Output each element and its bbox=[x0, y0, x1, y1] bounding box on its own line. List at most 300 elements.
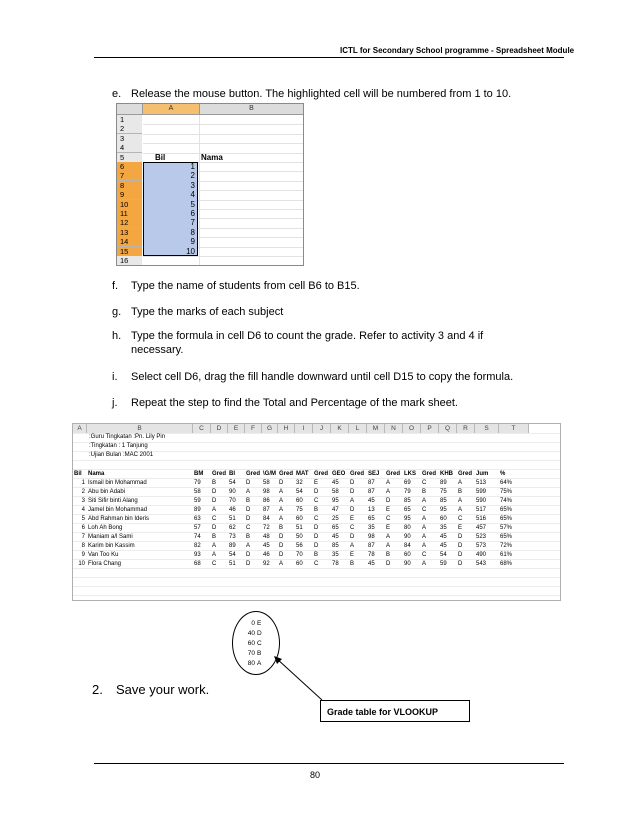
table-cell: 89 bbox=[194, 507, 201, 513]
table-cell: D bbox=[314, 543, 319, 549]
table-cell: 54 bbox=[229, 552, 236, 558]
table-cell: A bbox=[350, 498, 355, 504]
table-cell: 65 bbox=[404, 507, 411, 513]
grid-line bbox=[143, 134, 303, 135]
table-cell: B bbox=[246, 534, 251, 540]
excel-screenshot-fill-series bbox=[116, 103, 304, 266]
table-cell: 523 bbox=[476, 534, 487, 540]
grade-letter: B bbox=[257, 650, 262, 657]
table-cell: A bbox=[212, 543, 217, 549]
table-cell: 60 bbox=[404, 552, 411, 558]
table-cell: 80 bbox=[404, 525, 411, 531]
series-number: 7 bbox=[190, 218, 195, 228]
table-cell: A bbox=[458, 498, 463, 504]
column-title: GEO bbox=[332, 471, 346, 477]
column-title: \G/M bbox=[263, 471, 276, 477]
series-number: 5 bbox=[190, 199, 195, 209]
table-cell: 84 bbox=[404, 543, 411, 549]
table-cell: 70 bbox=[229, 498, 236, 504]
table-cell: 543 bbox=[476, 561, 487, 567]
table-cell: 68 bbox=[194, 561, 201, 567]
table-cell: C bbox=[314, 561, 319, 567]
table-cell: 57% bbox=[500, 525, 513, 531]
table-cell: A bbox=[246, 543, 251, 549]
table-cell: 2 bbox=[81, 489, 85, 495]
page-number: 80 bbox=[310, 770, 321, 780]
table-cell: Jamel bin Mohammad bbox=[88, 507, 148, 513]
table-cell: 62 bbox=[229, 525, 236, 531]
step-text: Release the mouse button. The highlighted cell will be numbered from 1 to 10. bbox=[131, 88, 512, 100]
table-cell: 513 bbox=[476, 480, 487, 486]
table-cell: D bbox=[246, 516, 251, 522]
grade-letter: C bbox=[257, 640, 262, 647]
table-cell: 95 bbox=[440, 507, 447, 513]
step-text: Type the formula in cell D6 to count the grade. Refer to activity 3 and 4 if necessary. bbox=[131, 330, 484, 356]
header-nama: Nama bbox=[201, 152, 223, 162]
step-marker: j. bbox=[112, 397, 118, 409]
grid-line bbox=[143, 143, 303, 144]
table-cell: 45 bbox=[263, 543, 270, 549]
table-cell: E bbox=[350, 552, 355, 558]
table-cell: D bbox=[350, 507, 355, 513]
table-cell: 45 bbox=[440, 534, 447, 540]
table-cell: C bbox=[212, 516, 217, 522]
grid-line bbox=[73, 586, 560, 587]
table-cell: 57 bbox=[194, 525, 201, 531]
table-cell: B bbox=[386, 552, 391, 558]
table-cell: A bbox=[458, 480, 463, 486]
column-title: % bbox=[500, 471, 506, 477]
table-cell: 13 bbox=[368, 507, 375, 513]
table-cell: 54 bbox=[440, 552, 447, 558]
table-cell: 61% bbox=[500, 552, 513, 558]
excel-mark-sheet bbox=[72, 423, 561, 601]
grid-line bbox=[73, 595, 560, 596]
table-cell: 75% bbox=[500, 489, 513, 495]
table-cell: 64% bbox=[500, 480, 513, 486]
table-cell: D bbox=[350, 480, 355, 486]
table-cell: 590 bbox=[476, 498, 487, 504]
grade-letter: E bbox=[257, 620, 262, 627]
table-cell: 65% bbox=[500, 507, 513, 513]
table-cell: C bbox=[212, 561, 217, 567]
column-header: I bbox=[295, 424, 313, 434]
column-title: Gred bbox=[279, 471, 294, 477]
table-cell: D bbox=[212, 525, 217, 531]
table-cell: A bbox=[422, 543, 427, 549]
table-cell: 51 bbox=[229, 561, 236, 567]
column-header: A bbox=[143, 104, 200, 115]
table-cell: 74 bbox=[194, 534, 201, 540]
table-cell: C bbox=[314, 516, 319, 522]
table-cell: 95 bbox=[332, 498, 339, 504]
table-cell: 65 bbox=[332, 525, 339, 531]
table-cell: 72 bbox=[263, 525, 270, 531]
series-number: 4 bbox=[190, 190, 195, 200]
table-cell: A bbox=[422, 498, 427, 504]
table-cell: 490 bbox=[476, 552, 487, 558]
table-cell: D bbox=[314, 525, 319, 531]
table-cell: C bbox=[422, 552, 427, 558]
table-cell: B bbox=[212, 534, 217, 540]
table-cell: 58 bbox=[332, 489, 339, 495]
table-cell: A bbox=[386, 543, 391, 549]
column-header: M bbox=[367, 424, 385, 434]
table-cell: A bbox=[386, 480, 391, 486]
step-g bbox=[112, 305, 552, 319]
table-cell: 45 bbox=[332, 534, 339, 540]
row-header: 1 bbox=[117, 115, 142, 125]
table-cell: 60 bbox=[440, 516, 447, 522]
column-title: Gred bbox=[422, 471, 437, 477]
table-cell: B bbox=[314, 552, 319, 558]
column-divider bbox=[199, 115, 200, 265]
table-cell: 5 bbox=[81, 516, 85, 522]
table-cell: 35 bbox=[368, 525, 375, 531]
step-h bbox=[112, 329, 552, 357]
table-cell: 63 bbox=[194, 516, 201, 522]
table-cell: 457 bbox=[476, 525, 487, 531]
table-cell: 78 bbox=[332, 561, 339, 567]
grade-threshold: 80 bbox=[247, 660, 255, 667]
column-title: Gred bbox=[350, 471, 365, 477]
table-cell: 3 bbox=[81, 498, 85, 504]
table-cell: Abu bin Adabi bbox=[88, 489, 126, 495]
table-cell: A bbox=[279, 516, 284, 522]
table-cell: D bbox=[350, 534, 355, 540]
table-cell: D bbox=[246, 480, 251, 486]
table-cell: 90 bbox=[229, 489, 236, 495]
table-cell: 1 bbox=[81, 480, 85, 486]
table-cell: 59 bbox=[194, 498, 201, 504]
column-header: O bbox=[403, 424, 421, 434]
table-cell: 45 bbox=[368, 561, 375, 567]
grade-threshold: 70 bbox=[247, 650, 255, 657]
table-cell: 65% bbox=[500, 516, 513, 522]
table-cell: 516 bbox=[476, 516, 487, 522]
table-cell: 95 bbox=[404, 516, 411, 522]
column-header: S bbox=[475, 424, 499, 434]
column-header: D bbox=[211, 424, 228, 434]
step-2 bbox=[92, 682, 292, 698]
table-cell: 87 bbox=[368, 480, 375, 486]
step-marker: g. bbox=[112, 306, 122, 318]
table-cell: D bbox=[314, 534, 319, 540]
header-bil: Bil bbox=[155, 152, 166, 162]
row-header: 10 bbox=[117, 200, 142, 210]
table-cell: D bbox=[212, 498, 217, 504]
column-header: J bbox=[313, 424, 331, 434]
table-cell: E bbox=[458, 525, 463, 531]
table-cell: E bbox=[314, 480, 319, 486]
row-header: 15 bbox=[117, 247, 142, 257]
table-cell: 60 bbox=[296, 516, 303, 522]
footer-rule bbox=[94, 763, 564, 764]
table-cell: 65% bbox=[500, 534, 513, 540]
table-cell: D bbox=[350, 489, 355, 495]
table-cell: 7 bbox=[81, 534, 85, 540]
table-cell: D bbox=[458, 561, 463, 567]
step-marker: 2. bbox=[92, 682, 103, 697]
column-header: K bbox=[331, 424, 349, 434]
column-header: H bbox=[278, 424, 295, 434]
table-cell: D bbox=[246, 561, 251, 567]
table-cell: 4 bbox=[81, 507, 85, 513]
grade-threshold: 60 bbox=[247, 640, 255, 647]
table-cell: 51 bbox=[229, 516, 236, 522]
column-title: Gred bbox=[212, 471, 227, 477]
table-cell: 75 bbox=[296, 507, 303, 513]
row-header: 16 bbox=[117, 256, 142, 266]
row-header: 12 bbox=[117, 218, 142, 228]
table-cell: D bbox=[279, 543, 284, 549]
column-header: C bbox=[193, 424, 211, 434]
table-cell: D bbox=[246, 507, 251, 513]
table-cell: C bbox=[314, 498, 319, 504]
column-header: Q bbox=[439, 424, 457, 434]
table-cell: Ismail bin Mohammad bbox=[88, 480, 147, 486]
table-cell: 70 bbox=[296, 552, 303, 558]
table-cell: 35 bbox=[440, 525, 447, 531]
column-header: L bbox=[349, 424, 367, 434]
table-cell: D bbox=[246, 552, 251, 558]
table-cell: 92 bbox=[263, 561, 270, 567]
column-title: KHB bbox=[440, 471, 453, 477]
grid-line bbox=[143, 124, 303, 125]
table-cell: 68% bbox=[500, 561, 513, 567]
grid-line bbox=[143, 265, 303, 266]
table-cell: E bbox=[350, 516, 355, 522]
table-cell: D bbox=[458, 543, 463, 549]
table-cell: 58 bbox=[263, 480, 270, 486]
series-number: 3 bbox=[190, 180, 195, 190]
table-cell: A bbox=[422, 561, 427, 567]
table-cell: A bbox=[422, 516, 427, 522]
table-cell: 56 bbox=[296, 543, 303, 549]
table-cell: 98 bbox=[368, 534, 375, 540]
row-header: 14 bbox=[117, 237, 142, 247]
table-cell: Maniam a/l Sami bbox=[88, 534, 133, 540]
column-title: Nama bbox=[88, 471, 105, 477]
sheet-info: :Ujian Bulan :MAC 2001 bbox=[89, 452, 154, 458]
page-header: ICTL for Secondary School programme - Spreadsheet Module bbox=[340, 46, 575, 55]
grade-threshold: 40 bbox=[247, 630, 255, 637]
table-cell: 599 bbox=[476, 489, 487, 495]
table-cell: 59 bbox=[440, 561, 447, 567]
table-cell: 90 bbox=[404, 534, 411, 540]
step-text: Select cell D6, drag the fill handle downward until cell D15 to copy the formula. bbox=[131, 371, 514, 383]
table-cell: Van Too Ku bbox=[88, 552, 119, 558]
column-title: Gred bbox=[458, 471, 473, 477]
table-cell: A bbox=[279, 561, 284, 567]
table-cell: 69 bbox=[404, 480, 411, 486]
table-cell: 89 bbox=[229, 543, 236, 549]
table-cell: 72% bbox=[500, 543, 513, 549]
column-title: Gred bbox=[386, 471, 401, 477]
row-header: 13 bbox=[117, 228, 142, 238]
column-header: F bbox=[245, 424, 262, 434]
table-cell: 82 bbox=[194, 543, 201, 549]
corner-cell bbox=[117, 104, 143, 115]
table-cell: A bbox=[386, 534, 391, 540]
series-number: 1 bbox=[190, 162, 195, 171]
table-cell: 87 bbox=[368, 543, 375, 549]
column-header: B bbox=[87, 424, 193, 434]
table-cell: D bbox=[212, 489, 217, 495]
grid-line bbox=[143, 256, 303, 257]
table-cell: A bbox=[212, 552, 217, 558]
table-cell: A bbox=[279, 489, 284, 495]
row-header: 7 bbox=[117, 171, 142, 181]
table-cell: Abd Rahman bin Ideris bbox=[88, 516, 150, 522]
table-cell: 6 bbox=[81, 525, 85, 531]
table-cell: 65 bbox=[368, 516, 375, 522]
table-cell: 87 bbox=[263, 507, 270, 513]
row-header: 2 bbox=[117, 124, 142, 134]
table-cell: 45 bbox=[440, 543, 447, 549]
column-title: Jum bbox=[476, 471, 489, 477]
table-cell: 75 bbox=[440, 489, 447, 495]
step-text: Type the marks of each subject bbox=[131, 306, 284, 318]
step-marker: i. bbox=[112, 371, 118, 383]
column-title: BI bbox=[229, 471, 235, 477]
row-header: 11 bbox=[117, 209, 142, 219]
column-title: LKS bbox=[404, 471, 416, 477]
table-cell: D bbox=[458, 552, 463, 558]
column-header: B bbox=[200, 104, 304, 115]
table-cell: 86 bbox=[263, 498, 270, 504]
table-cell: 25 bbox=[332, 516, 339, 522]
table-cell: 54 bbox=[296, 489, 303, 495]
table-cell: 48 bbox=[263, 534, 270, 540]
table-cell: B bbox=[458, 489, 463, 495]
table-cell: 8 bbox=[81, 543, 85, 549]
table-cell: E bbox=[386, 507, 391, 513]
sheet-info: :Tingkatan : 1 Tanjung bbox=[89, 443, 148, 449]
table-cell: B bbox=[279, 525, 284, 531]
series-number: 9 bbox=[190, 237, 195, 247]
column-title: BM bbox=[194, 471, 204, 477]
table-cell: 51 bbox=[296, 525, 303, 531]
table-cell: 58 bbox=[194, 489, 201, 495]
table-cell: A bbox=[279, 498, 284, 504]
series-number: 10 bbox=[186, 246, 195, 256]
table-cell: 60 bbox=[296, 561, 303, 567]
grid-line bbox=[73, 577, 560, 578]
row-header: 6 bbox=[117, 162, 142, 172]
table-cell: D bbox=[458, 534, 463, 540]
table-cell: 45 bbox=[368, 498, 375, 504]
table-cell: 9 bbox=[81, 552, 85, 558]
table-cell: D bbox=[279, 480, 284, 486]
column-title: MAT bbox=[296, 471, 309, 477]
table-cell: C bbox=[458, 516, 463, 522]
table-cell: 573 bbox=[476, 543, 487, 549]
table-cell: E bbox=[386, 525, 391, 531]
table-cell: 517 bbox=[476, 507, 487, 513]
column-title: Bil bbox=[74, 471, 82, 477]
table-cell: 45 bbox=[332, 480, 339, 486]
table-cell: B bbox=[350, 561, 355, 567]
table-cell: D bbox=[386, 561, 391, 567]
step-text: Save your work. bbox=[116, 682, 210, 697]
grade-letter: A bbox=[257, 660, 262, 667]
table-cell: 85 bbox=[332, 543, 339, 549]
row-header: 4 bbox=[117, 143, 142, 153]
table-cell: C bbox=[246, 525, 251, 531]
table-cell: C bbox=[422, 507, 427, 513]
column-header: P bbox=[421, 424, 439, 434]
table-cell: 46 bbox=[263, 552, 270, 558]
step-f bbox=[112, 279, 552, 293]
grade-threshold: 0 bbox=[251, 620, 255, 627]
series-number: 8 bbox=[190, 227, 195, 237]
column-title: SEJ bbox=[368, 471, 380, 477]
table-cell: 46 bbox=[229, 507, 236, 513]
step-marker: e. bbox=[112, 88, 122, 100]
row-header: 5 bbox=[117, 153, 142, 163]
column-header: G bbox=[262, 424, 278, 434]
table-cell: 93 bbox=[194, 552, 201, 558]
column-header: T bbox=[499, 424, 529, 434]
row-header: 9 bbox=[117, 190, 142, 200]
step-i bbox=[112, 370, 552, 384]
table-cell: 90 bbox=[404, 561, 411, 567]
series-number: 2 bbox=[190, 171, 195, 181]
table-cell: 50 bbox=[296, 534, 303, 540]
step-text: Repeat the step to find the Total and Percentage of the mark sheet. bbox=[131, 397, 458, 409]
table-cell: 54 bbox=[229, 480, 236, 486]
table-cell: A bbox=[279, 507, 284, 513]
grid-line bbox=[73, 460, 560, 461]
table-cell: 79 bbox=[194, 480, 201, 486]
step-j bbox=[112, 396, 552, 410]
table-cell: B bbox=[212, 480, 217, 486]
column-header: R bbox=[457, 424, 475, 434]
table-cell: B bbox=[246, 498, 251, 504]
grid-line bbox=[143, 153, 303, 154]
table-cell: 87 bbox=[368, 489, 375, 495]
table-cell: A bbox=[350, 543, 355, 549]
callout-box: Grade table for VLOOKUP bbox=[320, 700, 470, 722]
table-cell: 60 bbox=[296, 498, 303, 504]
table-cell: C bbox=[386, 516, 391, 522]
table-cell: Siti Sifir binti Alang bbox=[88, 498, 138, 504]
table-cell: D bbox=[314, 489, 319, 495]
table-cell: 32 bbox=[296, 480, 303, 486]
table-cell: 85 bbox=[404, 498, 411, 504]
table-cell: 85 bbox=[440, 498, 447, 504]
row-header: 8 bbox=[117, 181, 142, 191]
table-cell: B bbox=[422, 489, 427, 495]
table-cell: A bbox=[458, 507, 463, 513]
table-cell: A bbox=[386, 489, 391, 495]
grade-letter: D bbox=[257, 630, 262, 637]
header-rule bbox=[94, 57, 564, 58]
table-cell: B bbox=[314, 507, 319, 513]
table-cell: 35 bbox=[332, 552, 339, 558]
table-cell: 79 bbox=[404, 489, 411, 495]
table-cell: Karim bin Kassim bbox=[88, 543, 135, 549]
table-cell: A bbox=[246, 489, 251, 495]
table-cell: C bbox=[422, 480, 427, 486]
column-title: Gred bbox=[246, 471, 261, 477]
column-header: E bbox=[228, 424, 245, 434]
step-e bbox=[112, 87, 552, 101]
table-cell: A bbox=[422, 525, 427, 531]
table-cell: 74% bbox=[500, 498, 513, 504]
table-cell: D bbox=[279, 552, 284, 558]
